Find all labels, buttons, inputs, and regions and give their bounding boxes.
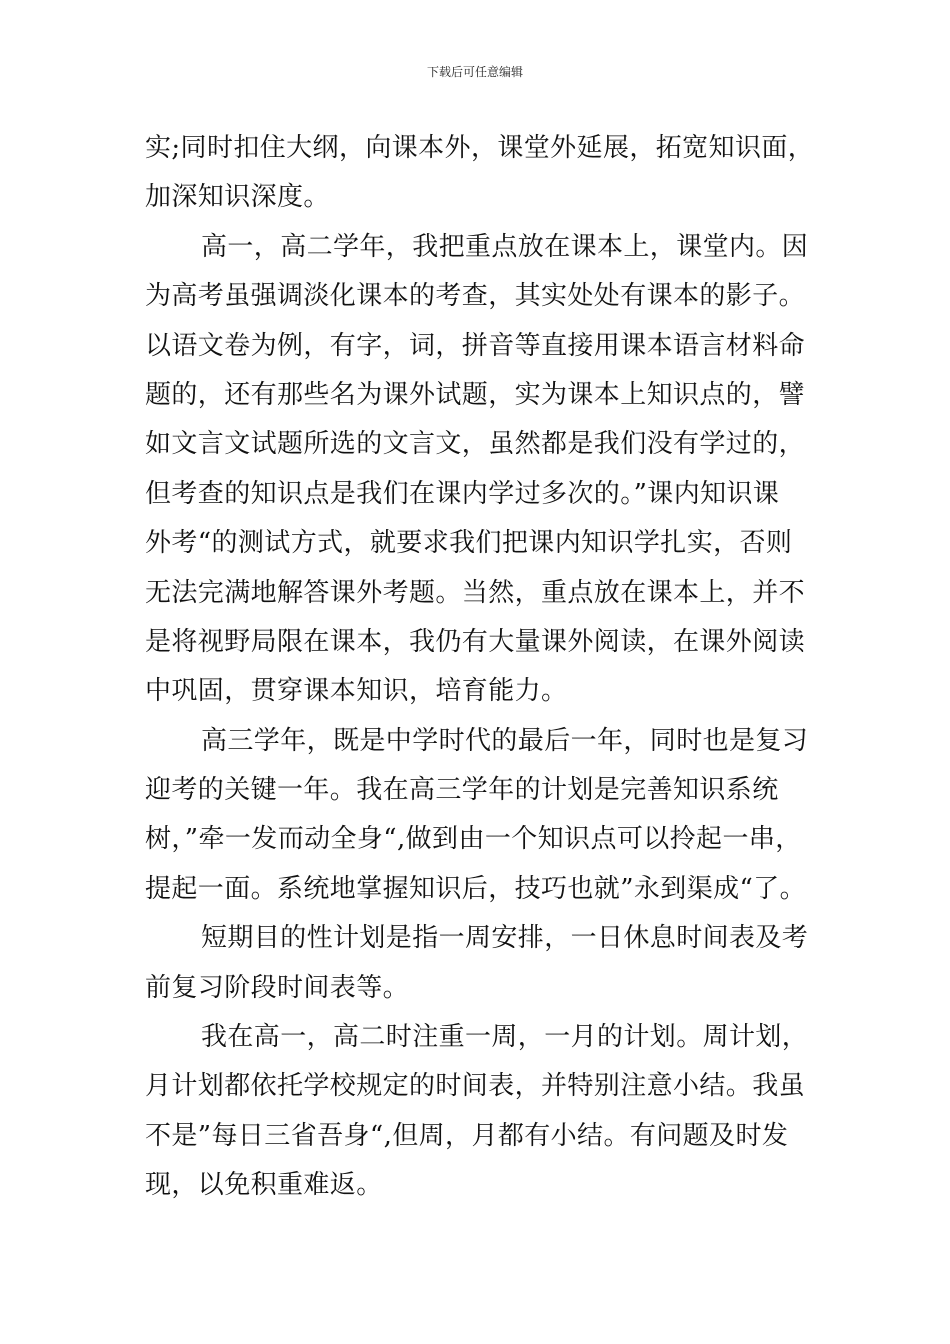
text-line: 迎考的关键一年。我在高三学年的计划是完善知识系统 [145,775,779,806]
text-line: 树，”牵一发而动全身“,做到由一个知识点可以拎起一串， [145,824,802,855]
text-line: 现，以免积重难返。 [145,1170,383,1201]
text-line: 短期目的性计划是指一周安排，一日休息时间表及考 [201,923,809,954]
text-line: 我在高一，高二时注重一周，一月的计划。周计划， [201,1022,809,1053]
text-line: 题的，还有那些名为课外试题，实为课本上知识点的，譬 [145,379,806,410]
document-body [145,124,825,1211]
text-line: 实;同时扣住大纲，向课本外，课堂外延展，拓宽知识面， [145,133,815,163]
paragraph [145,124,825,223]
text-line: 高一，高二学年，我把重点放在课本上，课堂内。因 [201,231,809,262]
text-line: 提起一面。系统地掌握知识后，技巧也就”永到渠成“了。 [145,873,806,904]
text-line: 以语文卷为例，有字，词，拼音等直接用课本语言材料命 [145,330,806,361]
text-line: 不是”每日三省吾身“,但周，月都有小结。有问题及时发 [145,1120,789,1151]
text-line: 无法完满地解答课外考题。当然，重点放在课本上，并不 [145,577,806,608]
text-line: 是将视野局限在课本，我仍有大量课外阅读，在课外阅读 [145,626,806,657]
text-line: 为高考虽强调淡化课本的考查，其实处处有课本的影子。 [145,281,806,312]
text-line: 中巩固，贯穿课本知识，培育能力。 [145,676,568,707]
text-line: 加深知识深度。 [145,182,330,213]
text-line: 高三学年，既是中学时代的最后一年，同时也是复习 [201,725,809,756]
text-line: 如文言文试题所选的文言文，虽然都是我们没有学过的， [145,429,806,460]
paragraph [145,223,825,717]
paragraph [145,717,825,915]
paragraph [145,914,825,1013]
page-header: 下载后可任意编辑 [426,65,523,79]
text-line: 前复习阶段时间表等。 [145,972,410,1003]
text-line: 外考“的测试方式，就要求我们把课内知识学扎实，否则 [145,528,793,559]
text-line: 月计划都依托学校规定的时间表，并特别注意小结。我虽 [145,1071,806,1102]
text-line: 但考查的知识点是我们在课内学过多次的。”课内知识课 [145,478,780,509]
paragraph [145,1013,825,1211]
